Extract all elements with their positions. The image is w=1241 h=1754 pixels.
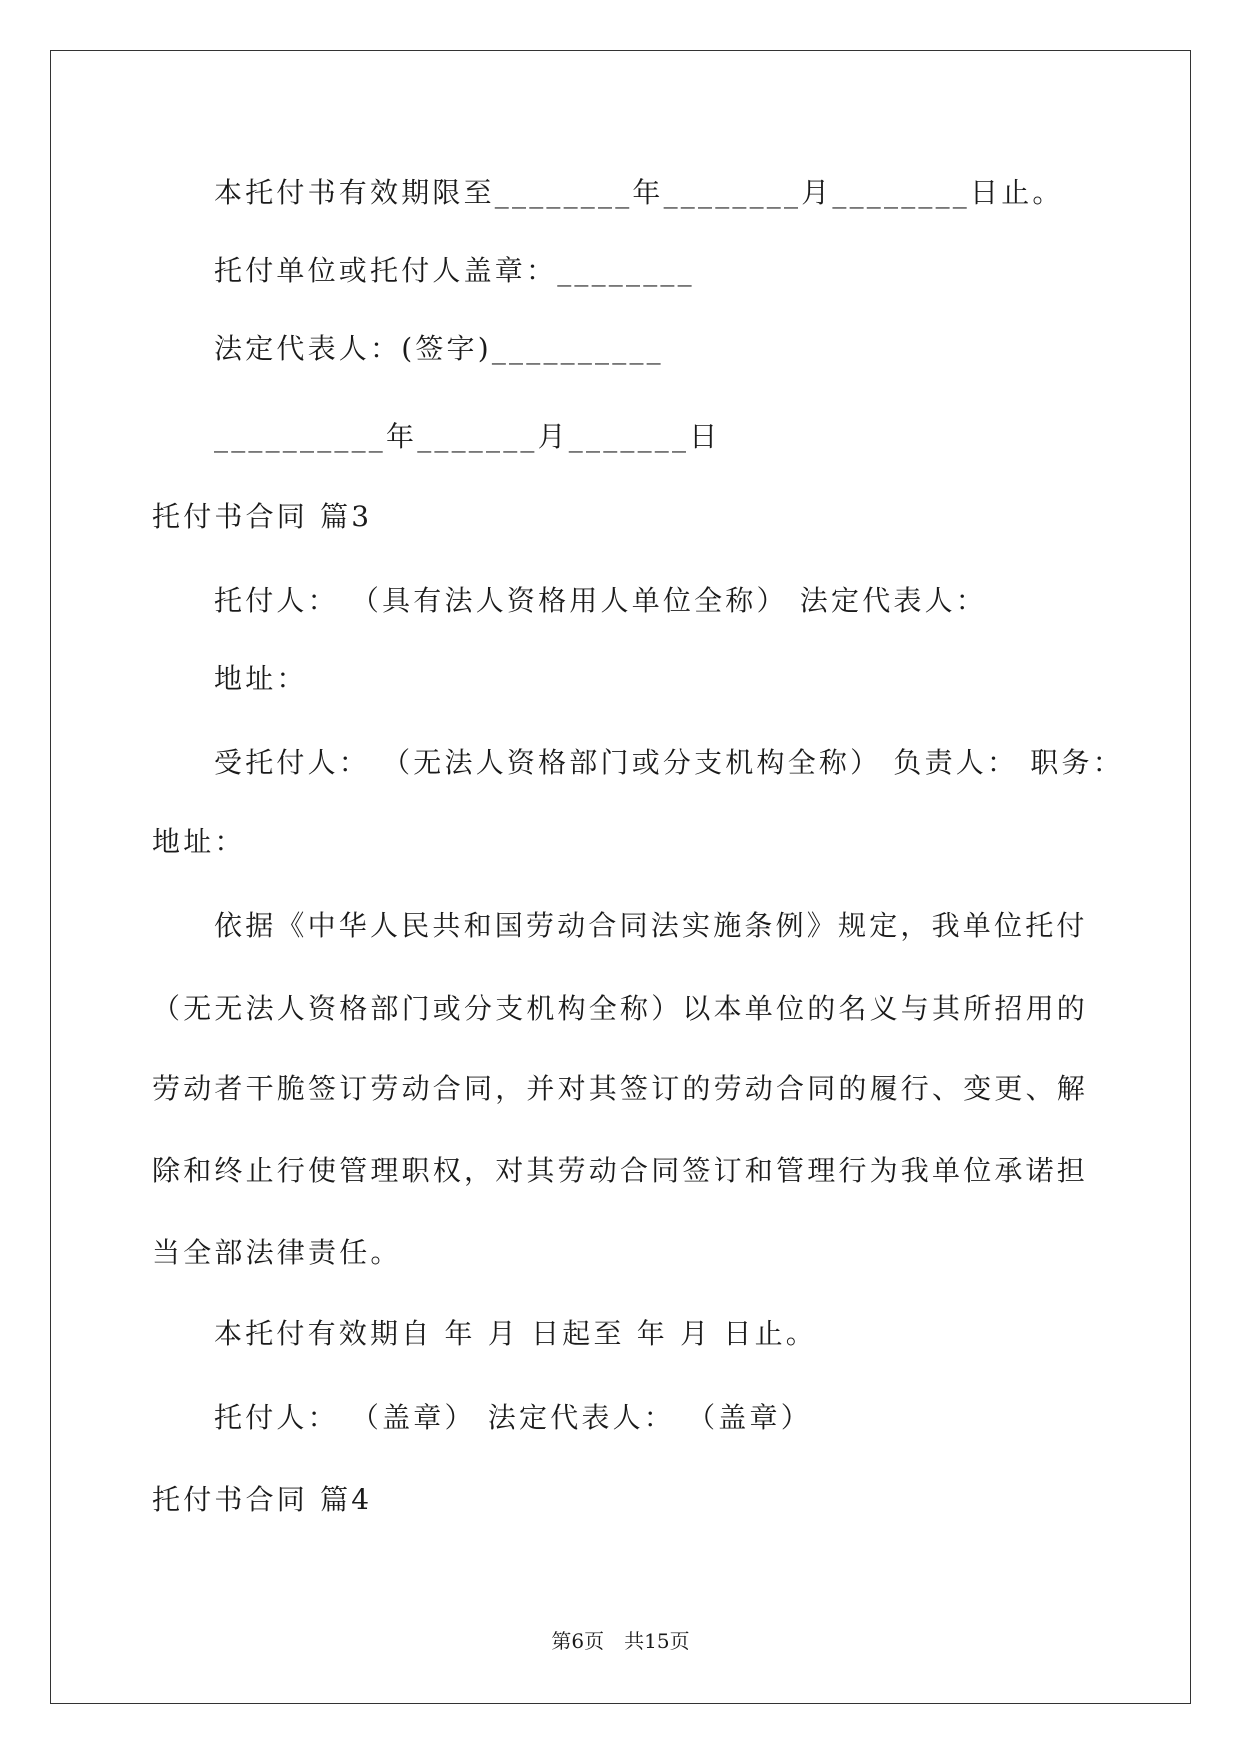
principal-line: 托付人： （具有法人资格用人单位全称） 法定代表人： bbox=[214, 584, 988, 617]
section-heading-4: 托付书合同 篇4 bbox=[152, 1483, 373, 1516]
validity-period-line-2: 本托付有效期自 年 月 日起至 年 月 日止。 bbox=[214, 1317, 818, 1350]
seal-line-2: 托付人： （盖章） 法定代表人： （盖章） bbox=[214, 1401, 812, 1434]
body-paragraph-line: （无无法人资格部门或分支机构全称）以本单位的名义与其所招用的 bbox=[152, 992, 1089, 1025]
seal-line: 托付单位或托付人盖章：________ bbox=[214, 254, 695, 287]
body-paragraph-line: 当全部法律责任。 bbox=[152, 1236, 402, 1269]
date-line: __________年_______月_______日 bbox=[214, 420, 721, 453]
body-paragraph-line: 除和终止行使管理职权，对其劳动合同签订和管理行为我单位承诺担 bbox=[152, 1154, 1089, 1187]
body-paragraph-line: 劳动者干脆签订劳动合同，并对其签订的劳动合同的履行、变更、解 bbox=[152, 1072, 1089, 1105]
page-number: 第6页 共15页 bbox=[551, 1629, 690, 1653]
validity-period-line: 本托付书有效期限至________年________月________日止。 bbox=[214, 176, 1064, 209]
agent-address-line: 地址： bbox=[152, 825, 246, 858]
legal-rep-signature-line: 法定代表人：(签字)__________ bbox=[214, 332, 664, 365]
agent-line: 受托付人： （无法人资格部门或分支机构全称） 负责人： 职务： bbox=[214, 746, 1124, 779]
page-border bbox=[50, 50, 1191, 1704]
address-line: 地址： bbox=[214, 662, 308, 695]
body-paragraph-line: 依据《中华人民共和国劳动合同法实施条例》规定，我单位托付 bbox=[214, 909, 1088, 942]
section-heading-3: 托付书合同 篇3 bbox=[152, 500, 373, 533]
